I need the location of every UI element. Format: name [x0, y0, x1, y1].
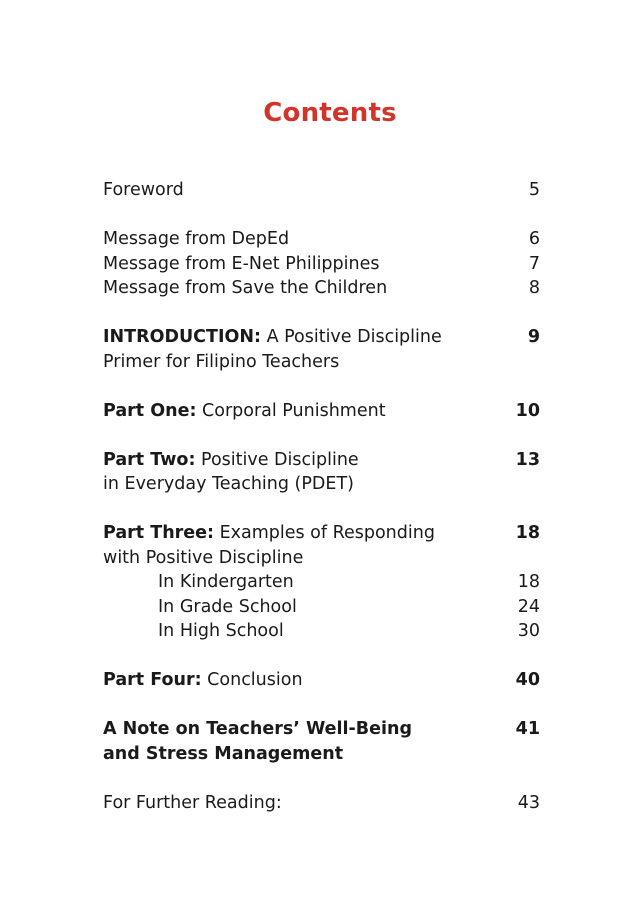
toc-entry-message-enet[interactable] — [103, 252, 540, 277]
toc-entry-teachers-well-being[interactable] — [103, 717, 540, 766]
entry-title: A Note on Teachers’ Well-Being — [103, 719, 412, 739]
page-number: 7 — [528, 253, 540, 274]
entry-title: Message from Save the Children — [103, 278, 388, 298]
entry-title: For Further Reading: — [103, 792, 282, 813]
page-number: 13 — [515, 449, 540, 470]
toc-entry-foreword[interactable] — [103, 178, 540, 203]
page-number: 18 — [517, 572, 540, 592]
entry-title: In High School — [158, 621, 284, 641]
page-number: 10 — [515, 400, 540, 421]
page-title: Contents — [263, 98, 397, 128]
entry-label: INTRODUCTION: — [103, 327, 261, 347]
page-number: 43 — [517, 792, 540, 813]
table-of-contents — [103, 178, 540, 840]
toc-entry-further-reading[interactable] — [103, 791, 540, 816]
toc-subentry-high-school[interactable] — [103, 619, 540, 644]
toc-subentry-kindergarten[interactable] — [103, 570, 540, 595]
toc-entry-part-two[interactable] — [103, 448, 540, 497]
toc-subentry-grade-school[interactable] — [103, 595, 540, 620]
toc-group-messages — [103, 227, 540, 301]
entry-title: Positive Discipline — [195, 449, 359, 470]
page-number: 9 — [527, 327, 540, 347]
page-number: 18 — [515, 523, 540, 543]
entry-label: Part One: — [103, 400, 197, 421]
page-number: 41 — [515, 719, 540, 739]
page-number: 8 — [528, 278, 540, 298]
toc-entry-part-three[interactable] — [103, 521, 540, 644]
page-number: 40 — [515, 670, 540, 690]
entry-label: Part Three: — [103, 523, 215, 543]
toc-entry-message-save-the-children[interactable] — [103, 276, 540, 301]
entry-title-continued: Primer for Filipino Teachers — [103, 351, 340, 372]
entry-title: Foreword — [103, 180, 184, 200]
toc-entry-introduction[interactable] — [103, 325, 540, 374]
page-number: 6 — [528, 229, 540, 249]
entry-title: Corporal Punishment — [196, 400, 386, 421]
entry-title: A Positive Discipline — [261, 327, 442, 347]
entry-label: Part Two: — [103, 449, 196, 470]
page-number: 30 — [517, 621, 540, 641]
entry-title-continued: with Positive Discipline — [103, 547, 304, 568]
entry-title: In Grade School — [158, 596, 297, 617]
entry-title: In Kindergarten — [158, 572, 294, 592]
toc-entry-part-one[interactable] — [103, 399, 540, 424]
entry-title: Examples of Responding — [214, 523, 435, 543]
page-number: 24 — [517, 596, 540, 617]
entry-title: Message from E-Net Philippines — [103, 253, 380, 274]
toc-entry-message-deped[interactable] — [103, 227, 540, 252]
toc-entry-part-four[interactable] — [103, 668, 540, 693]
entry-title: Message from DepEd — [103, 229, 290, 249]
entry-title: Conclusion — [201, 670, 303, 690]
entry-title-continued: and Stress Management — [103, 743, 344, 764]
entry-title-continued: in Everyday Teaching (PDET) — [103, 474, 354, 494]
entry-label: Part Four: — [103, 670, 202, 690]
page-number: 5 — [528, 180, 540, 200]
